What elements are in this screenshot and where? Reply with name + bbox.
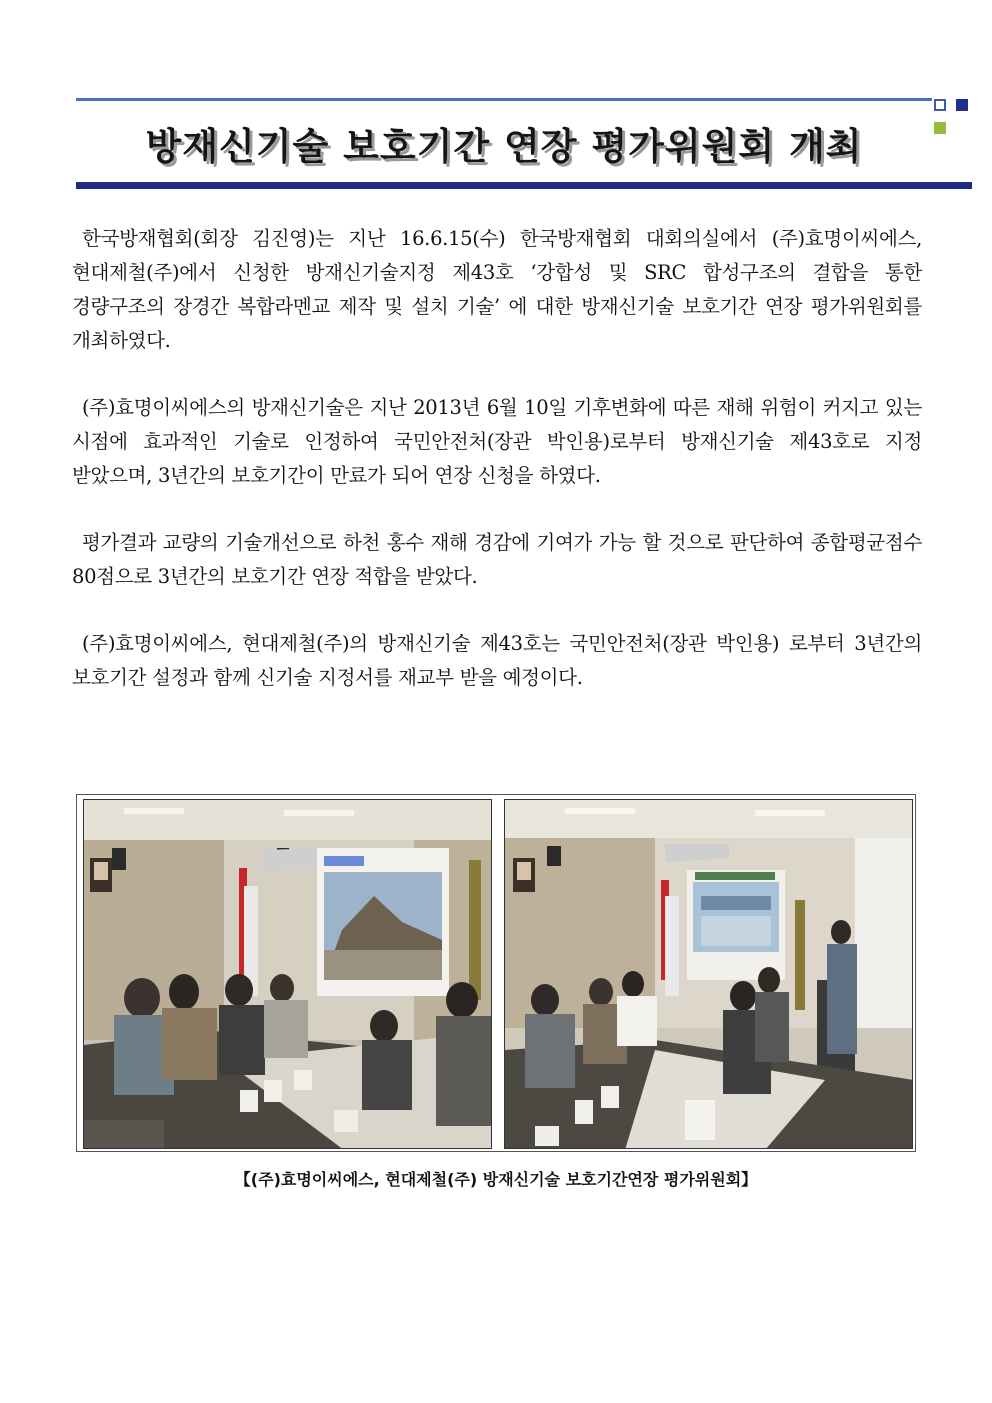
meeting-photo-right: [504, 799, 913, 1149]
meeting-photo-left: [83, 799, 492, 1149]
photo-frame: [76, 794, 916, 1152]
header-square-navy-icon: [956, 99, 968, 111]
header-top-rule: [76, 98, 932, 101]
photo-caption: 【(주)효명이씨에스, 현대제철(주) 방재신기술 보호기간연장 평가위원회】: [234, 1170, 758, 1189]
header-bottom-rule: [76, 182, 972, 189]
article-body: [72, 222, 922, 728]
paragraph-4: (주)효명이씨에스, 현대제철(주)의 방재신기술 제43호는 국민안전처(장관 박인용) 로부터 3년간의 보호기간 설정과 함께 신기술 지정서를 재교부 받을 예정이다.: [72, 632, 922, 689]
header-square-outline-icon: [934, 99, 946, 111]
header-square-green-icon: [934, 122, 946, 134]
paragraph-3: 평가결과 교량의 기술개선으로 하천 홍수 재해 경감에 기여가 가능 할 것으로 판단하여 종합평균점수 80점으로 3년간의 보호기간 연장 적합을 받았다.: [72, 531, 922, 588]
page-title: 방재신기술 보호기간 연장 평가위원회 개최: [145, 125, 863, 168]
paragraph-1: 한국방재협회(회장 김진영)는 지난 16.6.15(수) 한국방재협회 대회의실에서 (주)효명이씨에스, 현대제철(주)에서 신청한 방재신기술지정 제43호 ‘강합성 및 SRC 합성구조의 결합을 통한 경량구조의 장경간 복합라멘교 제작 및 설치 기술’ 에 대한 방재신기술 보호기간 연장 평가위원회를 개최하였다.: [72, 227, 922, 352]
paragraph-2: (주)효명이씨에스의 방재신기술은 지난 2013년 6월 10일 기후변화에 따른 재해 위험이 커지고 있는 시점에 효과적인 기술로 인정하여 국민안전처(장관 박인용)로부터 방재신기술 제43호로 지정 받았으며, 3년간의 보호기간이 만료가 되어 연장 신청을 하였다.: [72, 396, 922, 487]
